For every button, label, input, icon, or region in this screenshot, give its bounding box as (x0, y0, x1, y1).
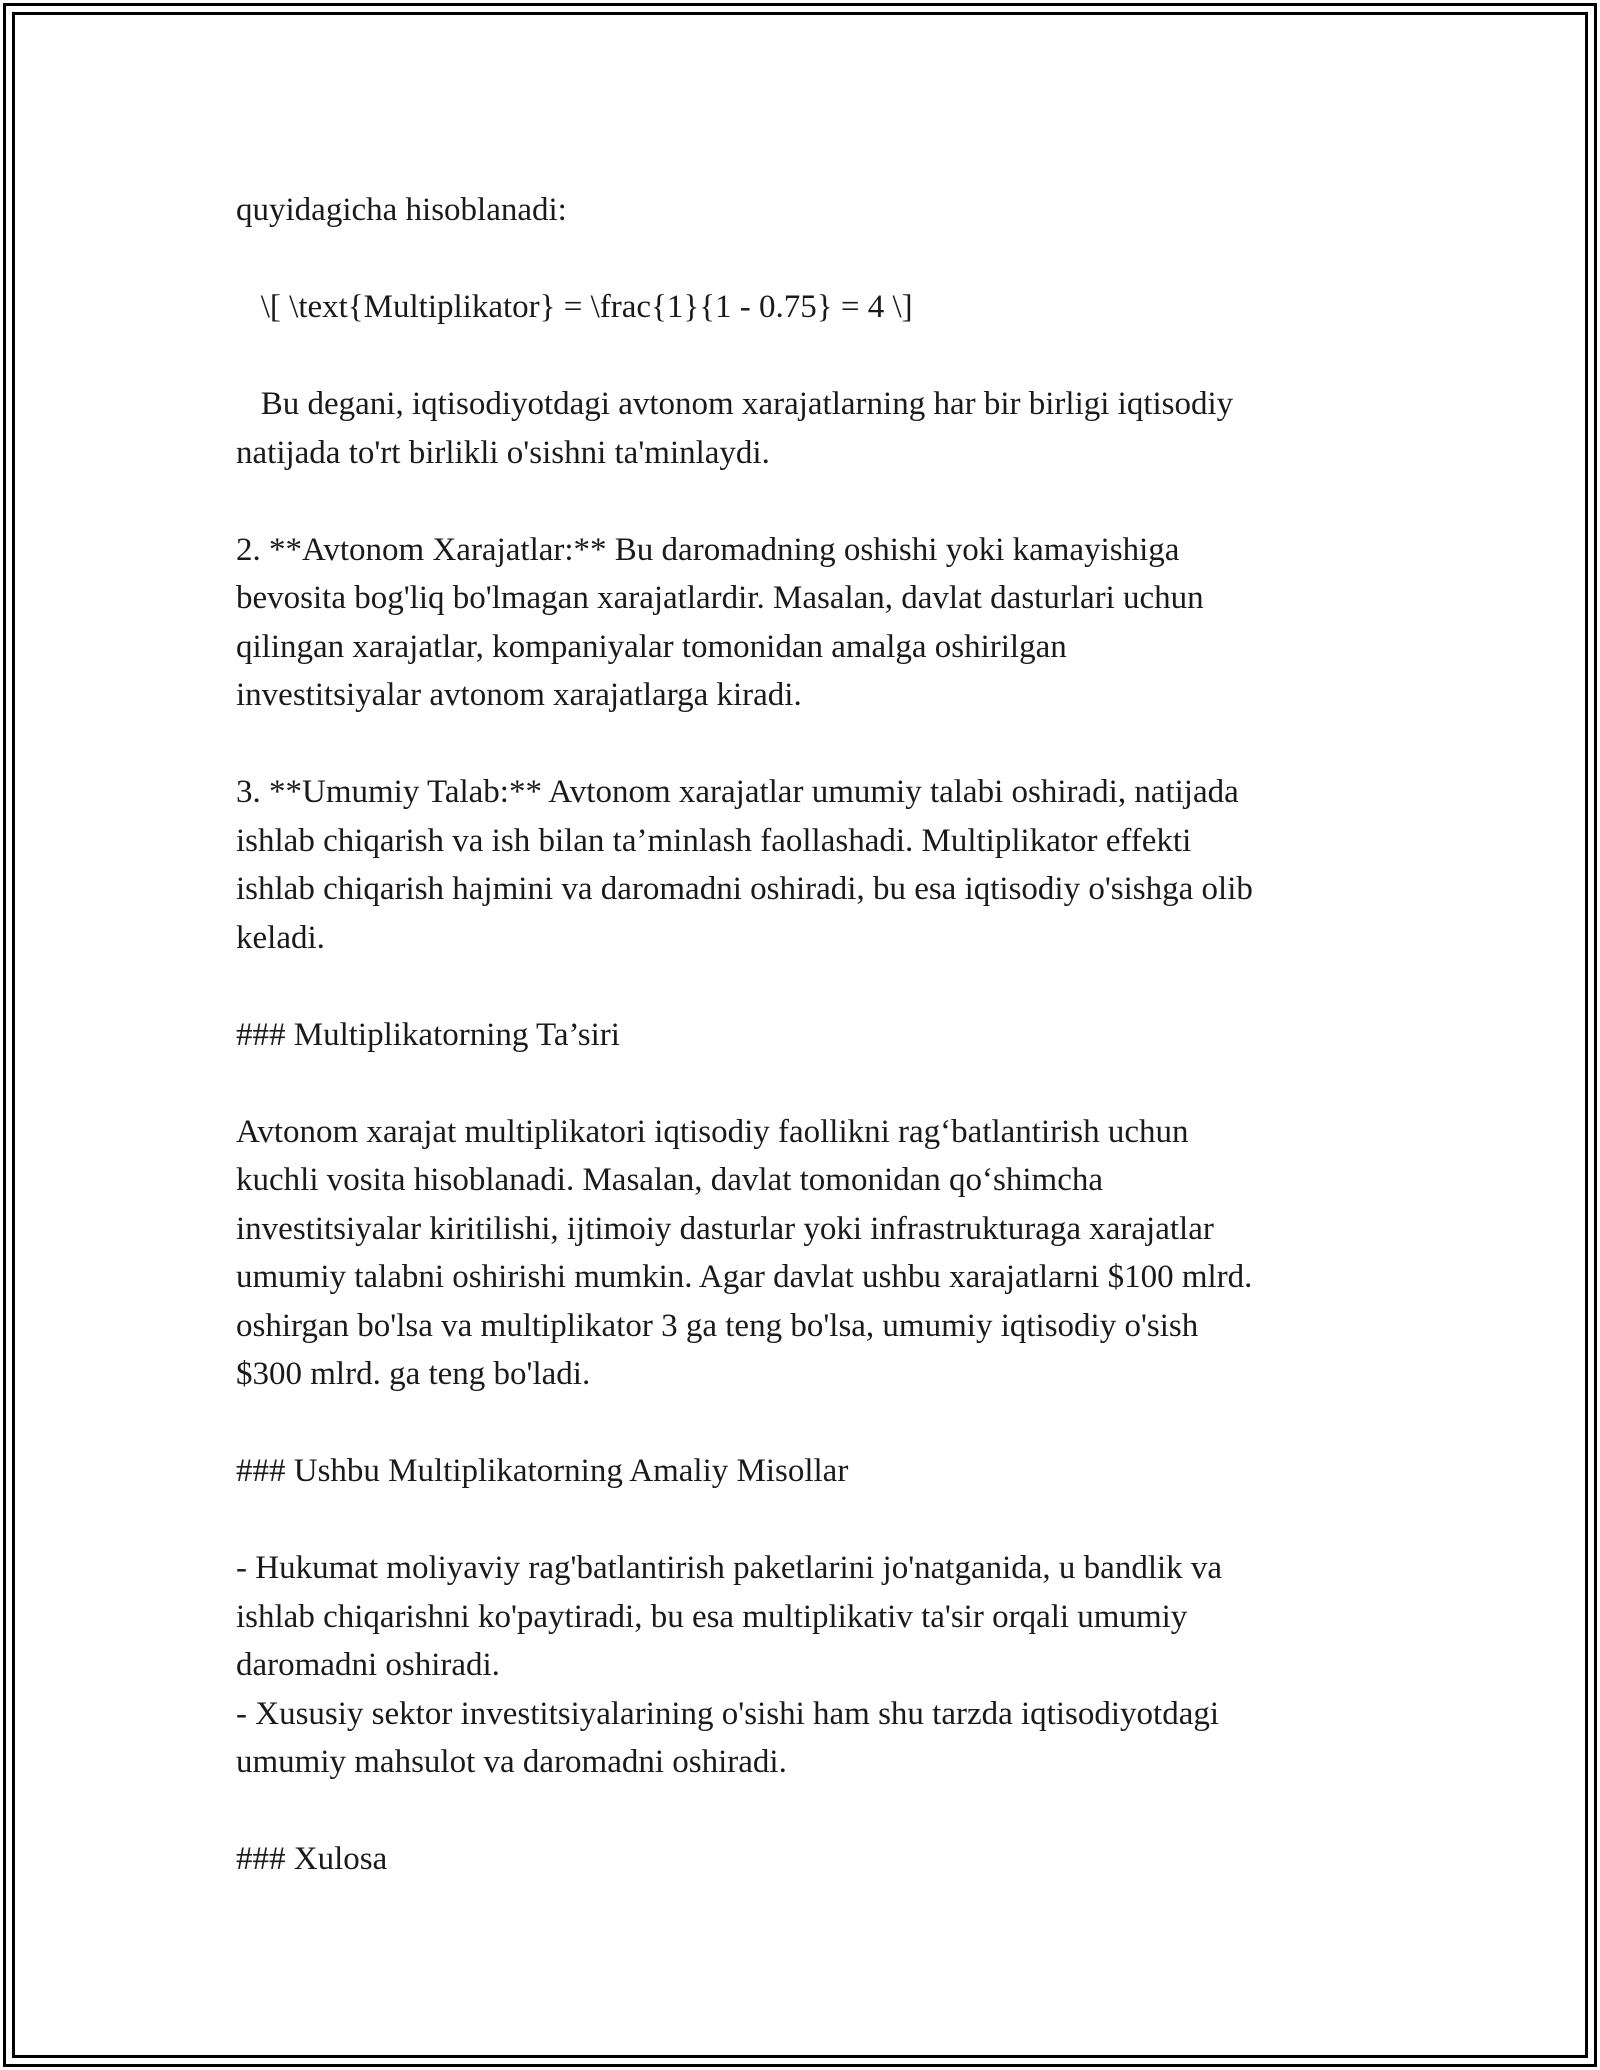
text-line: kuchli vosita hisoblanadi. Masalan, davlat tomonidan qo‘shimcha (236, 1162, 1103, 1198)
paragraph-aggregate-demand (236, 768, 1376, 962)
paragraph-effect (236, 1108, 1376, 1399)
text-line: quyidagicha hisoblanadi: (236, 192, 567, 228)
heading-examples (236, 1447, 1376, 1496)
text-line: umumiy talabni oshirishi mumkin. Agar davlat ushbu xarajatlarni $100 mlrd. (236, 1259, 1253, 1295)
formula-block (236, 283, 1376, 332)
text-line: qilingan xarajatlar, kompaniyalar tomonidan amalga oshirilgan (236, 628, 1067, 665)
list-item-line: - Hukumat moliyaviy rag'batlantirish paketlarini jo'natganida, u bandlik va (236, 1550, 1223, 1586)
list-item-line: ishlab chiqarishni ko'paytiradi, bu esa multiplikativ ta'sir orqali umumiy (236, 1598, 1188, 1635)
paragraph-autonomous-spending (236, 526, 1376, 720)
paragraph-intro (236, 186, 1376, 235)
list-examples (236, 1544, 1376, 1787)
text-line: ishlab chiqarish va ish bilan ta’minlash faollashadi. Multiplikator effekti (236, 822, 1192, 859)
heading-text: ### Multiplikatorning Ta’siri (236, 1016, 620, 1053)
list-item-line: daromadni oshiradi. (236, 1647, 500, 1683)
paragraph-meaning (236, 380, 1376, 477)
text-line: keladi. (236, 919, 325, 956)
text-line: ishlab chiqarish hajmini va daromadni oshiradi, bu esa iqtisodiy o'sishga olib (236, 871, 1253, 907)
text-line: oshirgan bo'lsa va multiplikator 3 ga teng bo'lsa, umumiy iqtisodiy o'sish (236, 1307, 1199, 1344)
heading-text: ### Ushbu Multiplikatorning Amaliy Misollar (236, 1453, 849, 1489)
document-page (236, 186, 1376, 1884)
heading-effect (236, 1011, 1376, 1060)
heading-conclusion (236, 1835, 1376, 1884)
formula-line: \[ \text{Multiplikator} = \frac{1}{1 - 0.75} = 4 \] (236, 289, 913, 325)
text-line: $300 mlrd. ga teng bo'ladi. (236, 1356, 591, 1392)
text-line: natijada to'rt birlikli o'sishni ta'minlaydi. (236, 434, 770, 471)
list-item-line: - Xususiy sektor investitsiyalarining o'sishi ham shu tarzda iqtisodiyotdagi (236, 1695, 1220, 1732)
text-line: Bu degani, iqtisodiyotdagi avtonom xarajatlarning har bir birligi iqtisodiy (236, 386, 1234, 422)
text-line: 3. **Umumiy Talab:** Avtonom xarajatlar umumiy talabi oshiradi, natijada (236, 774, 1239, 810)
heading-text: ### Xulosa (236, 1841, 388, 1877)
text-line: investitsiyalar kiritilishi, ijtimoiy dasturlar yoki infrastrukturaga xarajatlar (236, 1210, 1214, 1247)
text-line: Avtonom xarajat multiplikatori iqtisodiy faollikni rag‘batlantirish uchun (236, 1113, 1189, 1150)
text-line: 2. **Avtonom Xarajatlar:** Bu daromadning oshishi yoki kamayishiga (236, 531, 1180, 568)
text-line: investitsiyalar avtonom xarajatlarga kiradi. (236, 677, 802, 713)
text-line: bevosita bog'liq bo'lmagan xarajatlardir. Masalan, davlat dasturlari uchun (236, 580, 1204, 616)
list-item-line: umumiy mahsulot va daromadni oshiradi. (236, 1744, 787, 1780)
